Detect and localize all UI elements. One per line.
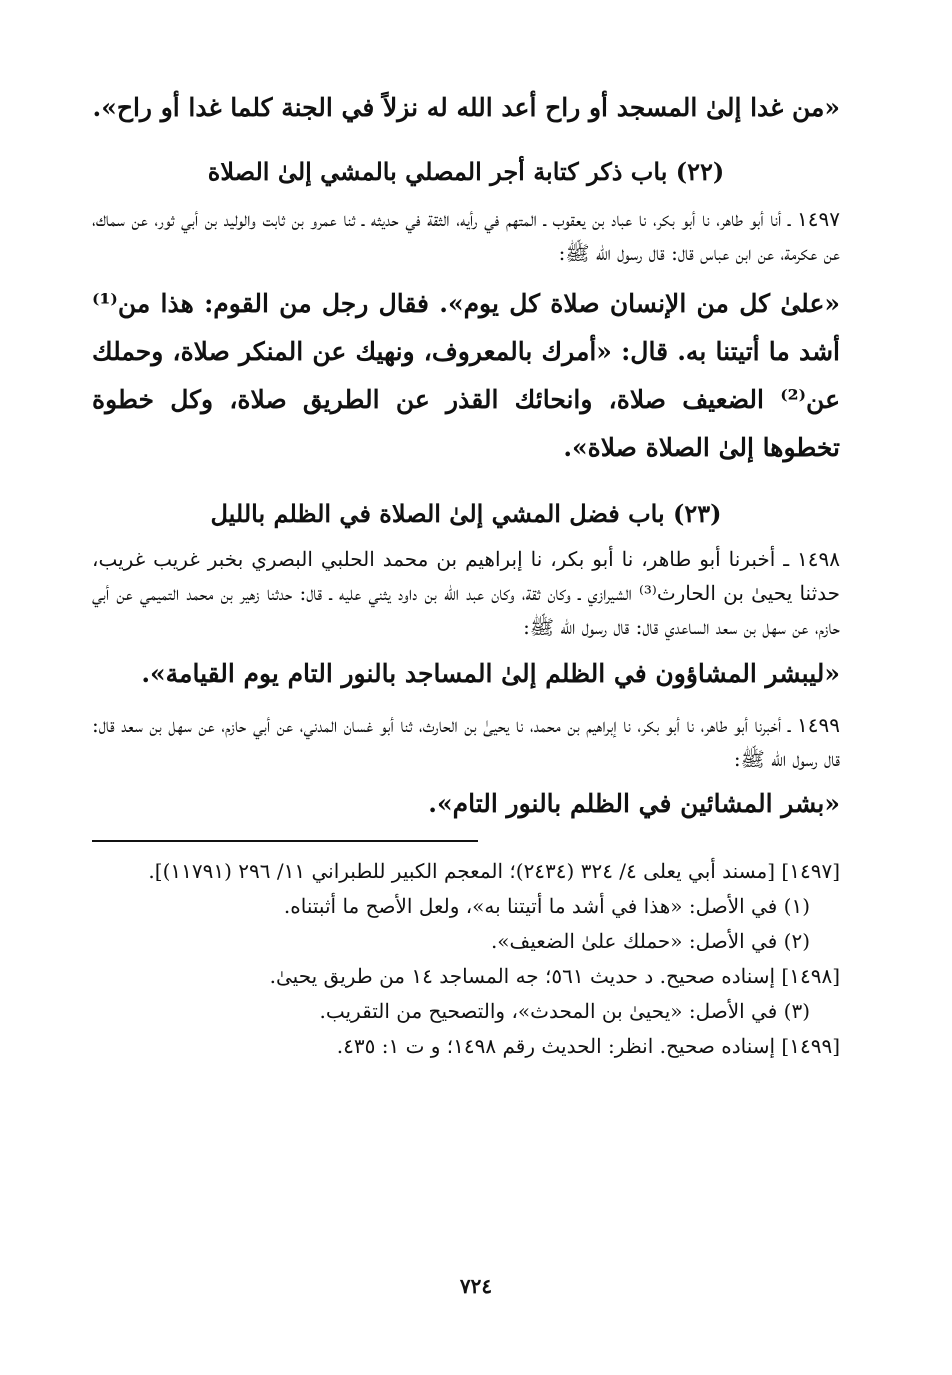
hadith-1497-chain: ١٤٩٧ ـ أنا أبو طاهر، نا أبو بكر، نا عباد بن يعقوب ـ المتهم في رأيه، الثقة في حديثه ـ ثنا عمرو بن ثابت والوليد بن أبي ثور، عن سماك، عن عكرمة، عن ابن عباس قال: قال رسول الله ﷺ:	[92, 207, 840, 265]
hadith-1497-matn: «علىٰ كل من الإنسان صلاة كل يوم». فقال رجل من القوم: هذا من⁽¹⁾ أشد ما أتيتنا به. قال: «أمرك بالمعروف، ونهيك عن المنكر صلاة، وحملك عن⁽²⁾ الضعيف صلاة، وانحائك القذر عن الطريق صلاة، وكل خطوة تخطوها إلىٰ الصلاة صلاة».	[92, 289, 840, 462]
footnote-1498-source: [١٤٩٨] إسناده صحيح. د حديث ٥٦١؛ جه المساجد ١٤ من طريق يحيىٰ.	[269, 964, 840, 988]
footnote-1499-source: [١٤٩٩] إسناده صحيح. انظر: الحديث رقم ١٤٩٨؛ و ت ١: ٤٣٥.	[336, 1034, 840, 1058]
footnote-1: (١) في الأصل: «هذا في أشد ما أتيتنا به»، ولعل الأصح ما أثبتناه.	[283, 894, 810, 918]
footnote-1497-source: [١٤٩٧] [مسند أبي يعلى ٤/ ٣٢٤ (٢٤٣٤)؛ المعجم الكبير للطبراني ١١/ ٢٩٦ (١١٧٩١)].	[148, 859, 840, 883]
hadith-1498-matn: «ليبشر المشاؤون في الظلم إلىٰ المساجد بالنور التام يوم القيامة».	[141, 659, 840, 688]
chapter-23-heading: (٢٣) باب فضل المشي إلىٰ الصلاة في الظلم بالليل	[210, 499, 722, 528]
footnotes	[92, 854, 840, 1064]
hadith-1499-chain: ١٤٩٩ ـ أخبرنا أبو طاهر، نا أبو بكر، نا إبراهيم بن محمد، نا يحيىٰ بن الحارث، ثنا أبو غسان المدني، عن أبي حازم، عن سهل بن سعد قال: قال رسول الله ﷺ:	[92, 713, 840, 771]
footnote-2: (٢) في الأصل: «حملك علىٰ الضعيف».	[490, 929, 810, 953]
hadith-1498-chain: ١٤٩٨ ـ أخبرنا أبو طاهر، نا أبو بكر، نا إبراهيم بن محمد الحلبي البصري بخبر غريب غريب، حدثنا يحيىٰ بن الحارث⁽³⁾ الشيرازي ـ وكان ثقة، وكان عبد الله بن داود يثني عليه ـ قال: حدثنا زهير بن محمد التميمي عن أبي حازم، عن سهل بن سعد الساعدي قال: قال رسول الله ﷺ:	[92, 547, 841, 639]
footnote-divider	[92, 840, 478, 842]
chapter-22-heading: (٢٢) باب ذكر كتابة أجر المصلي بالمشي إلىٰ الصلاة	[207, 157, 725, 186]
intro-matn: «من غدا إلىٰ المسجد أو راح أعد الله له نزلاً في الجنة كلما غدا أو راح».	[92, 93, 840, 122]
hadith-1499-matn: «بشر المشائين في الظلم بالنور التام».	[428, 789, 840, 818]
footnote-3: (٣) في الأصل: «يحيىٰ بن المحدث»، والتصحيح من التقريب.	[319, 999, 810, 1023]
page-number: ٧٢٤	[459, 1274, 493, 1298]
